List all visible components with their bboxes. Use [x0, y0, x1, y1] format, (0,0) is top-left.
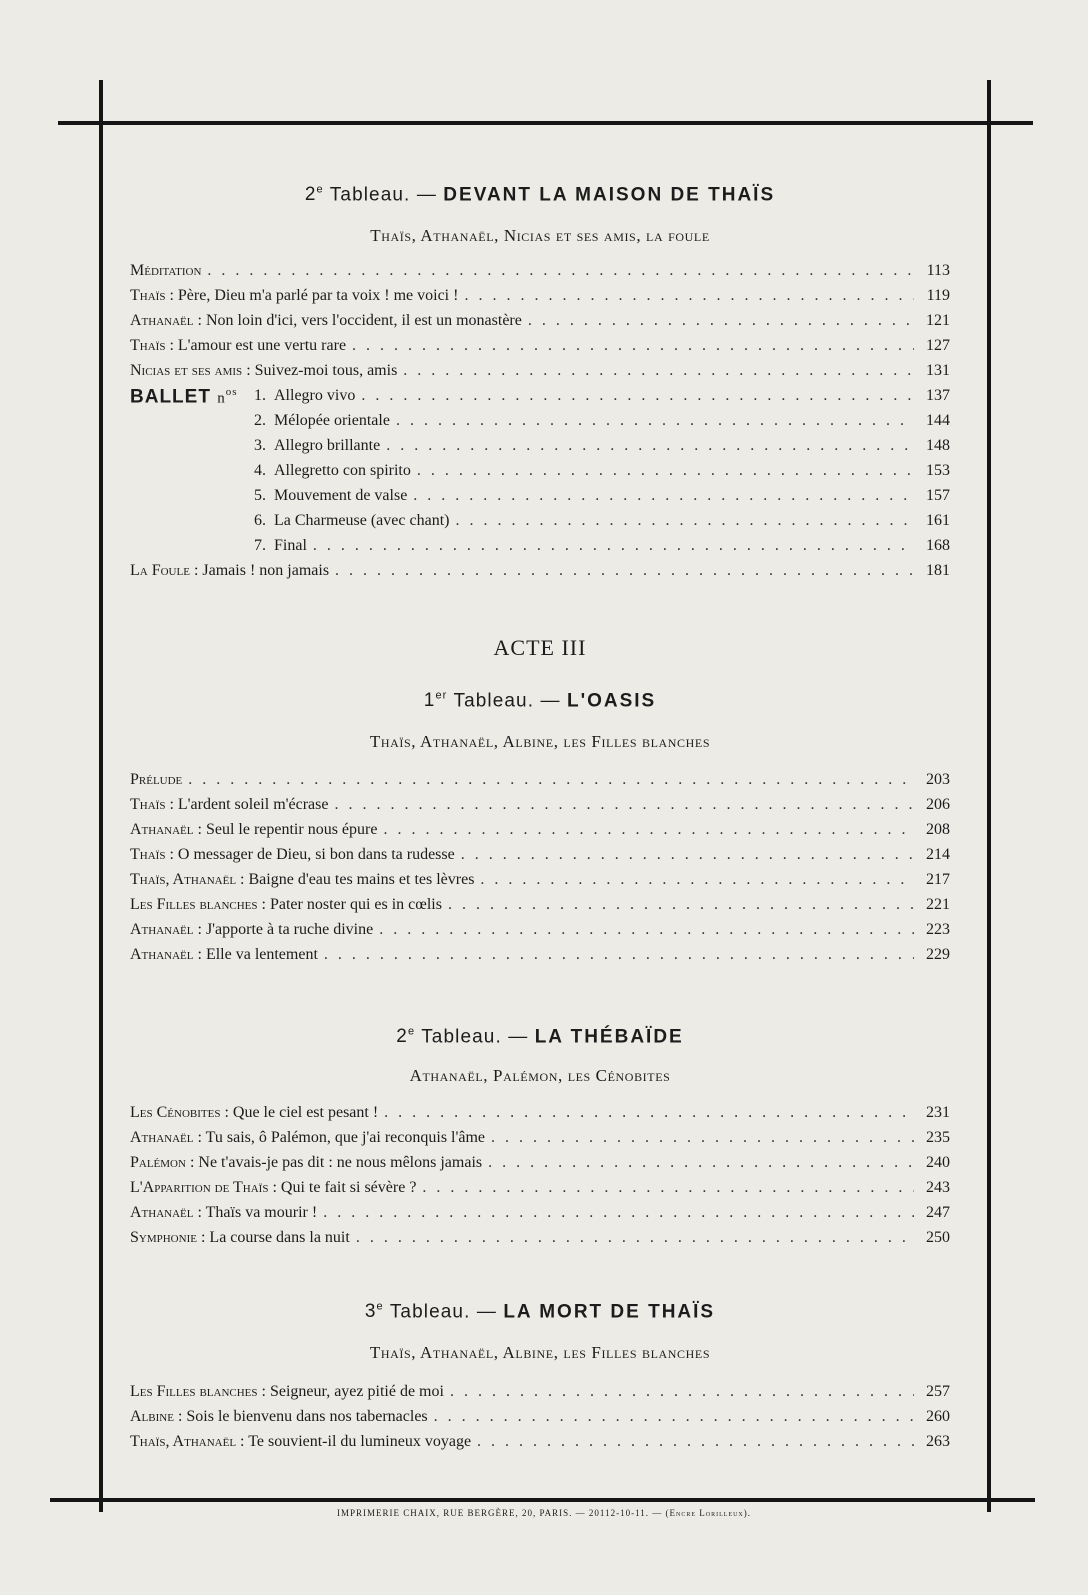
toc-entry: Albine : Sois le bienvenu dans nos tabernacles . . . 260: [130, 1408, 950, 1432]
toc-entry: Méditation . . . 113: [130, 262, 950, 286]
toc-entry: Athanaël : Tu sais, ô Palémon, que j'ai reconquis l'âme . . . 235: [130, 1129, 950, 1153]
ballet-item: 3. Allegro brillante . . . 148: [130, 437, 950, 461]
ballet-item: 1. Allegro vivo . . . 137: [130, 387, 950, 411]
ballet-item: 5. Mouvement de valse . . . 157: [130, 487, 950, 511]
ballet-item: 6. La Charmeuse (avec chant) . . . 161: [130, 512, 950, 536]
toc-entry: Thaïs, Athanaël : Te souvient-il du lumineux voyage . . . 263: [130, 1433, 950, 1457]
toc-entry: L'Apparition de Thaïs : Qui te fait si sévère ? . . . 243: [130, 1179, 950, 1203]
toc-entry: Athanaël : Elle va lentement . . . 229: [130, 946, 950, 970]
toc-entry: Palémon : Ne t'avais-je pas dit : ne nous mêlons jamais . . . 240: [130, 1154, 950, 1178]
toc-entry: Thaïs : L'ardent soleil m'écrase . . . 206: [130, 796, 950, 820]
frame-right-rule: [987, 80, 991, 1512]
characters-line: Thaïs, Athanaël, Albine, les Filles blanches: [369, 732, 711, 751]
frame-bottom-rule: [50, 1498, 1035, 1502]
tableau-heading: 3e Tableau. — LA MORT DE THAÏS: [364, 1301, 716, 1323]
toc-entry: Les Filles blanches : Seigneur, ayez pitié de moi . . . 257: [130, 1383, 950, 1407]
toc-entry: Les Filles blanches : Pater noster qui es in cœlis . . . 221: [130, 896, 950, 920]
ballet-item: 7. Final . . . 168: [130, 537, 950, 561]
ballet-item: 4. Allegretto con spirito . . . 153: [130, 462, 950, 486]
tableau-heading: 1er Tableau. — L'OASIS: [423, 690, 657, 712]
act-heading: ACTE III: [493, 635, 587, 660]
toc-entry: La Foule : Jamais ! non jamais . . . 181: [130, 562, 950, 586]
toc-entry: Thaïs : Père, Dieu m'a parlé par ta voix ! me voici ! . . . 119: [130, 287, 950, 311]
toc-entry: Athanaël : Non loin d'ici, vers l'occident, il est un monastère . . . 121: [130, 312, 950, 336]
toc-entry: Symphonie : La course dans la nuit . . . 250: [130, 1229, 950, 1253]
characters-line: Athanaël, Palémon, les Cénobites: [409, 1066, 671, 1085]
toc-entry: Nicias et ses amis : Suivez-moi tous, amis . . . 131: [130, 362, 950, 386]
characters-line: Thaïs, Athanaël, Nicias et ses amis, la foule: [370, 226, 710, 245]
toc-entry: Thaïs : O messager de Dieu, si bon dans ta rudesse . . . 214: [130, 846, 950, 870]
ballet-label: BALLET $n^{os}$: [130, 386, 238, 408]
printer-imprint: IMPRIMERIE CHAIX, RUE BERGÈRE, 20, PARIS. — 20112-10-11. — (Encre Lorilleux).: [337, 1508, 751, 1518]
toc-entry: Athanaël : Seul le repentir nous épure . . . 208: [130, 821, 950, 845]
characters-line: Thaïs, Athanaël, Albine, les Filles blanches: [369, 1343, 711, 1362]
frame-left-rule: [99, 80, 103, 1512]
toc-entry: Thaïs : L'amour est une vertu rare . . . 127: [130, 337, 950, 361]
toc-entry: Thaïs, Athanaël : Baigne d'eau tes mains et tes lèvres . . . 217: [130, 871, 950, 895]
toc-entry: Athanaël : Thaïs va mourir ! . . . 247: [130, 1204, 950, 1228]
toc-entry: Les Cénobites : Que le ciel est pesant ! . . . 231: [130, 1104, 950, 1128]
tableau-heading: 2e Tableau. — DEVANT LA MAISON DE THAÏS: [304, 184, 776, 206]
toc-entry: Prélude . . . 203: [130, 771, 950, 795]
frame-top-rule: [58, 121, 1033, 125]
ballet-item: 2. Mélopée orientale . . . 144: [130, 412, 950, 436]
tableau-heading: 2e Tableau. — LA THÉBAÏDE: [396, 1026, 684, 1048]
toc-entry: Athanaël : J'apporte à ta ruche divine . . . 223: [130, 921, 950, 945]
